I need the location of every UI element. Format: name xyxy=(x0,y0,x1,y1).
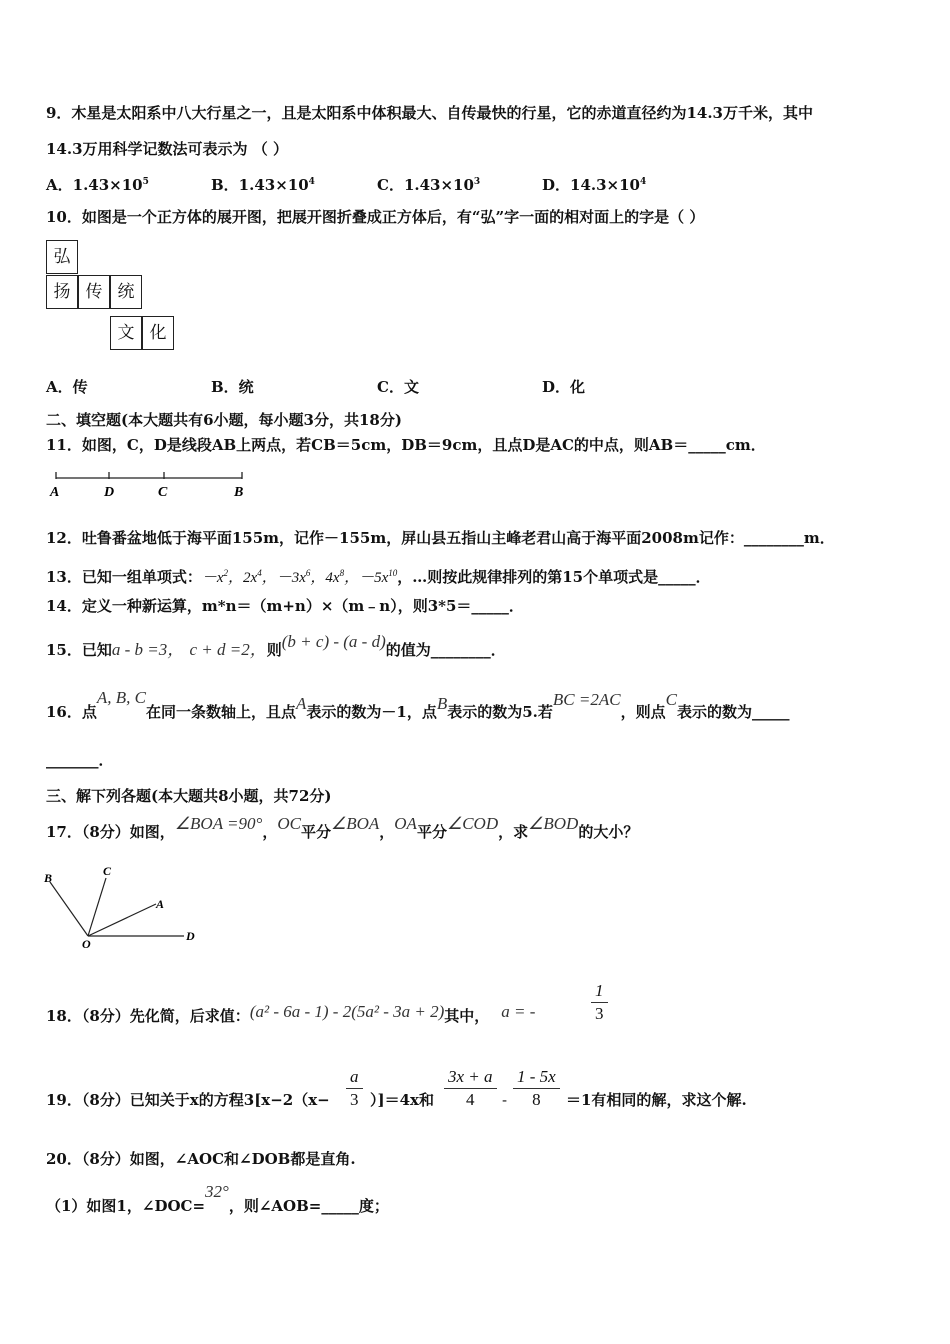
q18-text: 18．（8分）先化简，后求值：(a² - 6a - 1) - 2(5a² - 3a + 2)其中， a = - xyxy=(46,1002,536,1025)
cube-cell: 化 xyxy=(142,316,174,350)
fig-label-o: O xyxy=(82,937,91,951)
fig-label-b: B xyxy=(44,871,53,885)
q10-option-d[interactable]: D．化 xyxy=(542,378,586,396)
q19-fraction-2: $\frac{1 - 5x}{8}$ xyxy=(513,1066,560,1111)
q10-option-a[interactable]: A．传 xyxy=(46,378,88,396)
q16-continuation: _______． xyxy=(46,751,114,769)
point-label-c: C xyxy=(158,485,168,500)
q20-text: 20．（8分）如图，∠AOC和∠DOB都是直角. xyxy=(46,1150,356,1168)
q10-text: 10．如图是一个正方体的展开图，把展开图折叠成正方体后，有“弘”字一面的相对面上的字是（ ） xyxy=(46,208,705,226)
cube-cell: 统 xyxy=(110,275,142,309)
q9-option-a[interactable]: A．$1.43\times 10^5$ xyxy=(46,176,149,194)
q19-minus: - xyxy=(502,1091,508,1109)
q20-sub1: （1）如图1，∠DOC=32°，则∠AOB=_____度； xyxy=(46,1182,389,1215)
q9-line2: 14.3万用科学记数法可表示为 （ ） xyxy=(46,140,288,158)
q19-text-post: ＝1有相同的解，求这个解. xyxy=(566,1091,747,1109)
q16-text: 16．点A, B, C在同一条数轴上，且点A表示的数为－1，点B表示的数为5.若BC =2AC，则点C表示的数为_____ xyxy=(46,688,790,721)
fig-label-d: D xyxy=(186,929,195,943)
q17-text: 17．（8分）如图，∠BOA =90°，OC平分∠BOA，OA平分∠COD，求∠BOD的大小？ xyxy=(46,814,639,841)
q19-fraction-a3: $\frac{a}{3}$ xyxy=(346,1066,363,1111)
cube-cell: 文 xyxy=(110,316,142,350)
q19-text-mid: ）]＝4x和 xyxy=(370,1091,434,1109)
point-label-a: A xyxy=(50,485,60,500)
cube-cell: 传 xyxy=(78,275,110,309)
q18-fraction: $\frac{1}{3}$ xyxy=(591,980,608,1025)
section-3-heading: 三、解下列各题(本大题共8小题，共72分) xyxy=(46,787,332,805)
angle-figure xyxy=(40,862,200,952)
cube-cell: 弘 xyxy=(46,240,78,274)
segment-figure xyxy=(44,466,250,502)
q9-option-c[interactable]: C．$1.43\times 10^3$ xyxy=(377,176,481,194)
q19-fraction-1: $\frac{3x + a}{4}$ xyxy=(444,1066,497,1111)
fig-label-a: A xyxy=(156,897,165,911)
q15-text: 15．已知a - b =3， c + d =2，则(b + c) - (a - d)的值为________． xyxy=(46,632,506,659)
q19-text-pre: 19．（8分）已知关于x的方程3[x−2（x− xyxy=(46,1091,330,1109)
cube-cell: 扬 xyxy=(46,275,78,309)
point-label-b: B xyxy=(234,485,244,500)
q9-line1: 9．木星是太阳系中八大行星之一，且是太阳系中体积最大、自传最快的行星，它的赤道直径约为14.3万千米，其中 xyxy=(46,104,813,122)
q13-text: 13．已知一组单项式：$-x^2$，$2x^4$，$-3x^6$，$4x^8$，$-5x^{10}$，…则按此规律排列的第15个单项式是_____． xyxy=(46,568,711,586)
q9-option-b[interactable]: B．$1.43\times 10^4$ xyxy=(211,176,315,194)
q11-text: 11．如图，C，D是线段AB上两点，若CB＝5cm，DB＝9cm，且点D是AC的中点，则AB＝_____cm． xyxy=(46,436,766,454)
q14-text: 14．定义一种新运算，m*n＝（m+n）×（m﹣n），则3*5＝_____． xyxy=(46,597,524,615)
q10-option-b[interactable]: B．统 xyxy=(211,378,254,396)
q9-option-d[interactable]: D．$14.3\times 10^4$ xyxy=(542,176,647,194)
fig-label-c: C xyxy=(103,864,112,878)
q10-option-c[interactable]: C．文 xyxy=(377,378,419,396)
point-label-d: D xyxy=(104,485,115,500)
section-2-heading: 二、填空题(本大题共有6小题，每小题3分，共18分) xyxy=(46,411,402,429)
q12-text: 12．吐鲁番盆地低于海平面155m，记作－155m，屏山县五指山主峰老君山高于海平面2008m记作：________m． xyxy=(46,529,835,547)
